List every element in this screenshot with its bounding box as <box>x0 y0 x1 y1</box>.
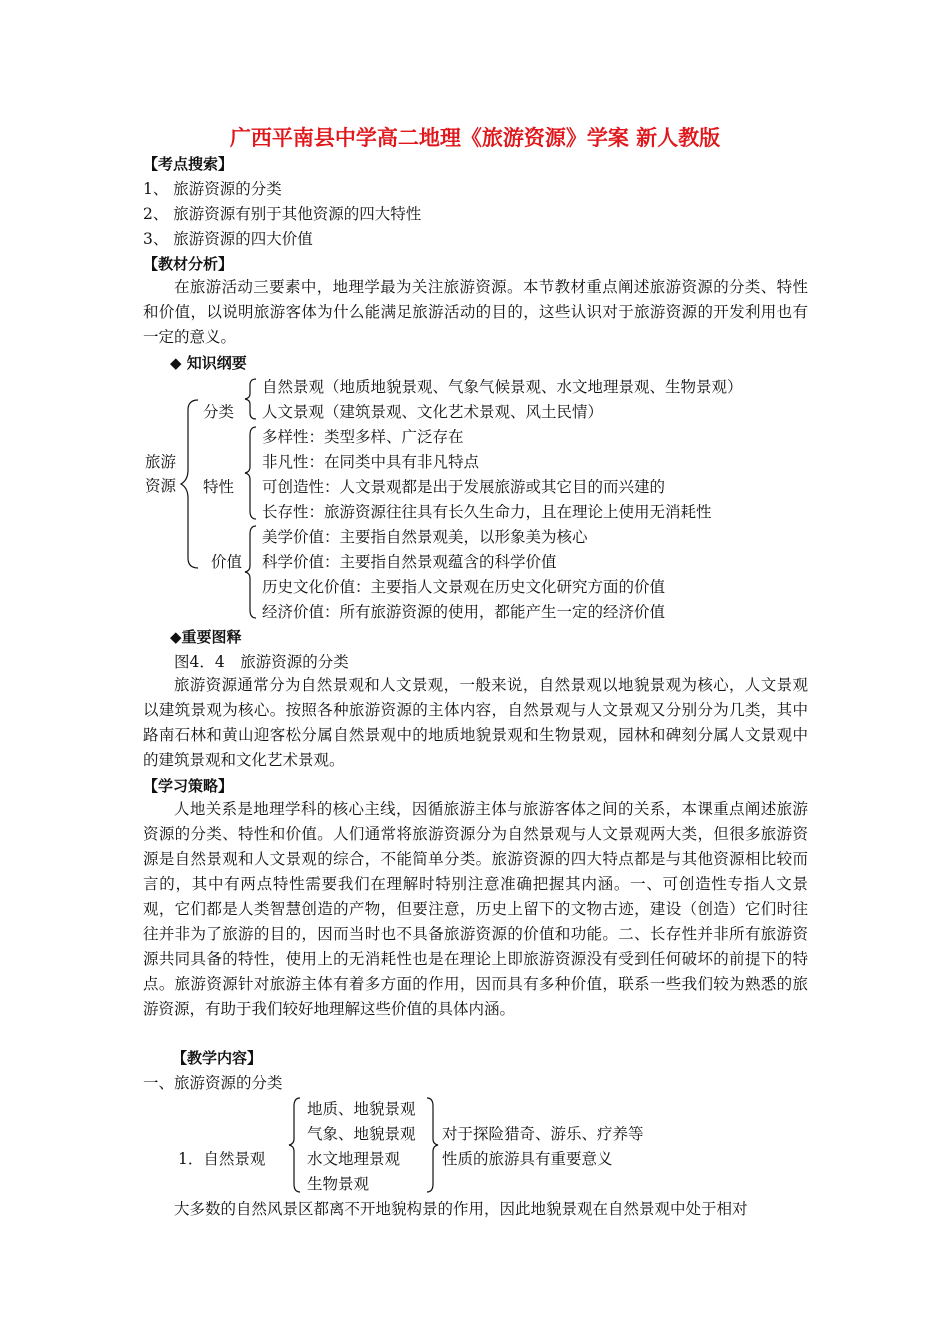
texing-item: 可创造性：人文景观都是出于发展旅游或其它目的而兴建的 <box>262 478 666 496</box>
kaodian-item: 2、 旅游资源有别于其他资源的四大特性 <box>143 205 422 223</box>
celue-heading: 【学习策略】 <box>143 777 234 795</box>
jiaocai-paragraph: 在旅游活动三要素中，地理学最为关注旅游资源。本节教材重点阐述旅游资源的分类、特性和价值，以说明旅游客体为什么能满足旅游活动的目的，这些认识对于旅游资源的开发利用也有一定的意义。 <box>143 278 808 346</box>
ziran-item: 地质、地貌景观 <box>307 1100 416 1118</box>
jiazhi-item: 历史文化价值：主要指人文景观在历史文化研究方面的价值 <box>262 578 666 596</box>
figure-caption: 图4．4 旅游资源的分类 <box>174 653 349 671</box>
outline-root: 旅游 <box>145 453 177 471</box>
kaodian-item: 3、 旅游资源的四大价值 <box>143 230 313 248</box>
ziran-left-brace <box>285 1096 303 1194</box>
celue-paragraph: 人地关系是地理学科的核心主线，因循旅游主体与旅游客体之间的关系，本课重点阐述旅游资源的分类、特性和价值。人们通常将旅游资源分为自然景观与人文景观两大类，但很多旅游资源是自然景观和人文景观的综合，不能简单分类。旅游资源的四大特点都是与其他资源相比较而言的，其中有两点特性需要我们在理解时特别注意准确把握其内涵。一、可创造性专指人文景观，它们都是人类智慧创造的产物，但要注意，历史上留下的文物古迹，建设（创造）它们时往往并非为了旅游的目的，因而当时也不具备旅游资源的价值和功能。二、长存性并非所有旅游资源共同具备的特性，使用上的无消耗性也是在理论上即旅游资源没有受到任何破坏的前提下的特点。旅游资源针对旅游主体有着多方面的作用，因而具有多种价值，联系一些我们较为熟悉的旅游资源，有助于我们较好地理解这些价值的具体内涵。 <box>143 800 808 1018</box>
outline-heading: ◆ 知识纲要 <box>170 354 247 372</box>
texing-item: 非凡性：在同类中具有非凡特点 <box>262 453 480 471</box>
neirong-heading: 【教学内容】 <box>172 1049 263 1067</box>
page-title: 广西平南县中学高二地理《旅游资源》学案 新人教版 <box>229 126 721 150</box>
outline-main-brace <box>178 398 202 570</box>
last-line: 大多数的自然风景区都离不开地貌构景的作用，因此地貌景观在自然景观中处于相对 <box>174 1200 748 1218</box>
fenlei-item: 人文景观（建筑景观、文化艺术景观、风土民情） <box>262 403 604 421</box>
ziran-item: 生物景观 <box>307 1175 370 1193</box>
ziran-right-brace <box>424 1096 442 1194</box>
ziran-item: 水文地理景观 <box>307 1150 401 1168</box>
kaodian-heading: 【考点搜索】 <box>143 155 234 173</box>
outline-root: 资源 <box>145 477 177 495</box>
texing-item: 多样性：类型多样、广泛存在 <box>262 428 464 446</box>
ziran-note: 性质的旅游具有重要意义 <box>442 1150 613 1168</box>
jiazhi-brace <box>241 524 259 620</box>
texing-item: 长存性：旅游资源往往具有长久生命力，且在理论上使用无消耗性 <box>262 503 712 521</box>
jiazhi-item: 美学价值：主要指自然景观美，以形象美为核心 <box>262 528 588 546</box>
tushi-heading: ◆重要图释 <box>170 628 242 646</box>
ziran-label: 1．自然景观 <box>178 1150 266 1168</box>
jiaocai-heading: 【教材分析】 <box>143 255 234 273</box>
fenlei-brace <box>241 377 259 421</box>
texing-brace <box>241 425 259 521</box>
ziran-note: 对于探险猎奇、游乐、疗养等 <box>442 1125 644 1143</box>
jiazhi-item: 经济价值：所有旅游资源的使用，都能产生一定的经济价值 <box>262 603 666 621</box>
jiazhi-item: 科学价值：主要指自然景观蕴含的科学价值 <box>262 553 557 571</box>
fenlei-item: 自然景观（地质地貌景观、气象气候景观、水文地理景观、生物景观） <box>262 378 743 396</box>
outline-jiazhi-label: 价值 <box>211 553 243 571</box>
ziran-item: 气象、地貌景观 <box>307 1125 416 1143</box>
outline-texing-label: 特性 <box>203 478 235 496</box>
tushi-paragraph: 旅游资源通常分为自然景观和人文景观，一般来说，自然景观以地貌景观为核心，人文景观以建筑景观为核心。按照各种旅游资源的主体内容，自然景观与人文景观又分别分为几类，其中路南石林和黄山迎客松分属自然景观中的地质地貌景观和生物景观，园林和碑刻分属人文景观中的建筑景观和文化艺术景观。 <box>143 676 808 769</box>
outline-fenlei-label: 分类 <box>203 403 235 421</box>
kaodian-item: 1、 旅游资源的分类 <box>143 180 282 198</box>
section-heading: 一、旅游资源的分类 <box>143 1074 283 1092</box>
